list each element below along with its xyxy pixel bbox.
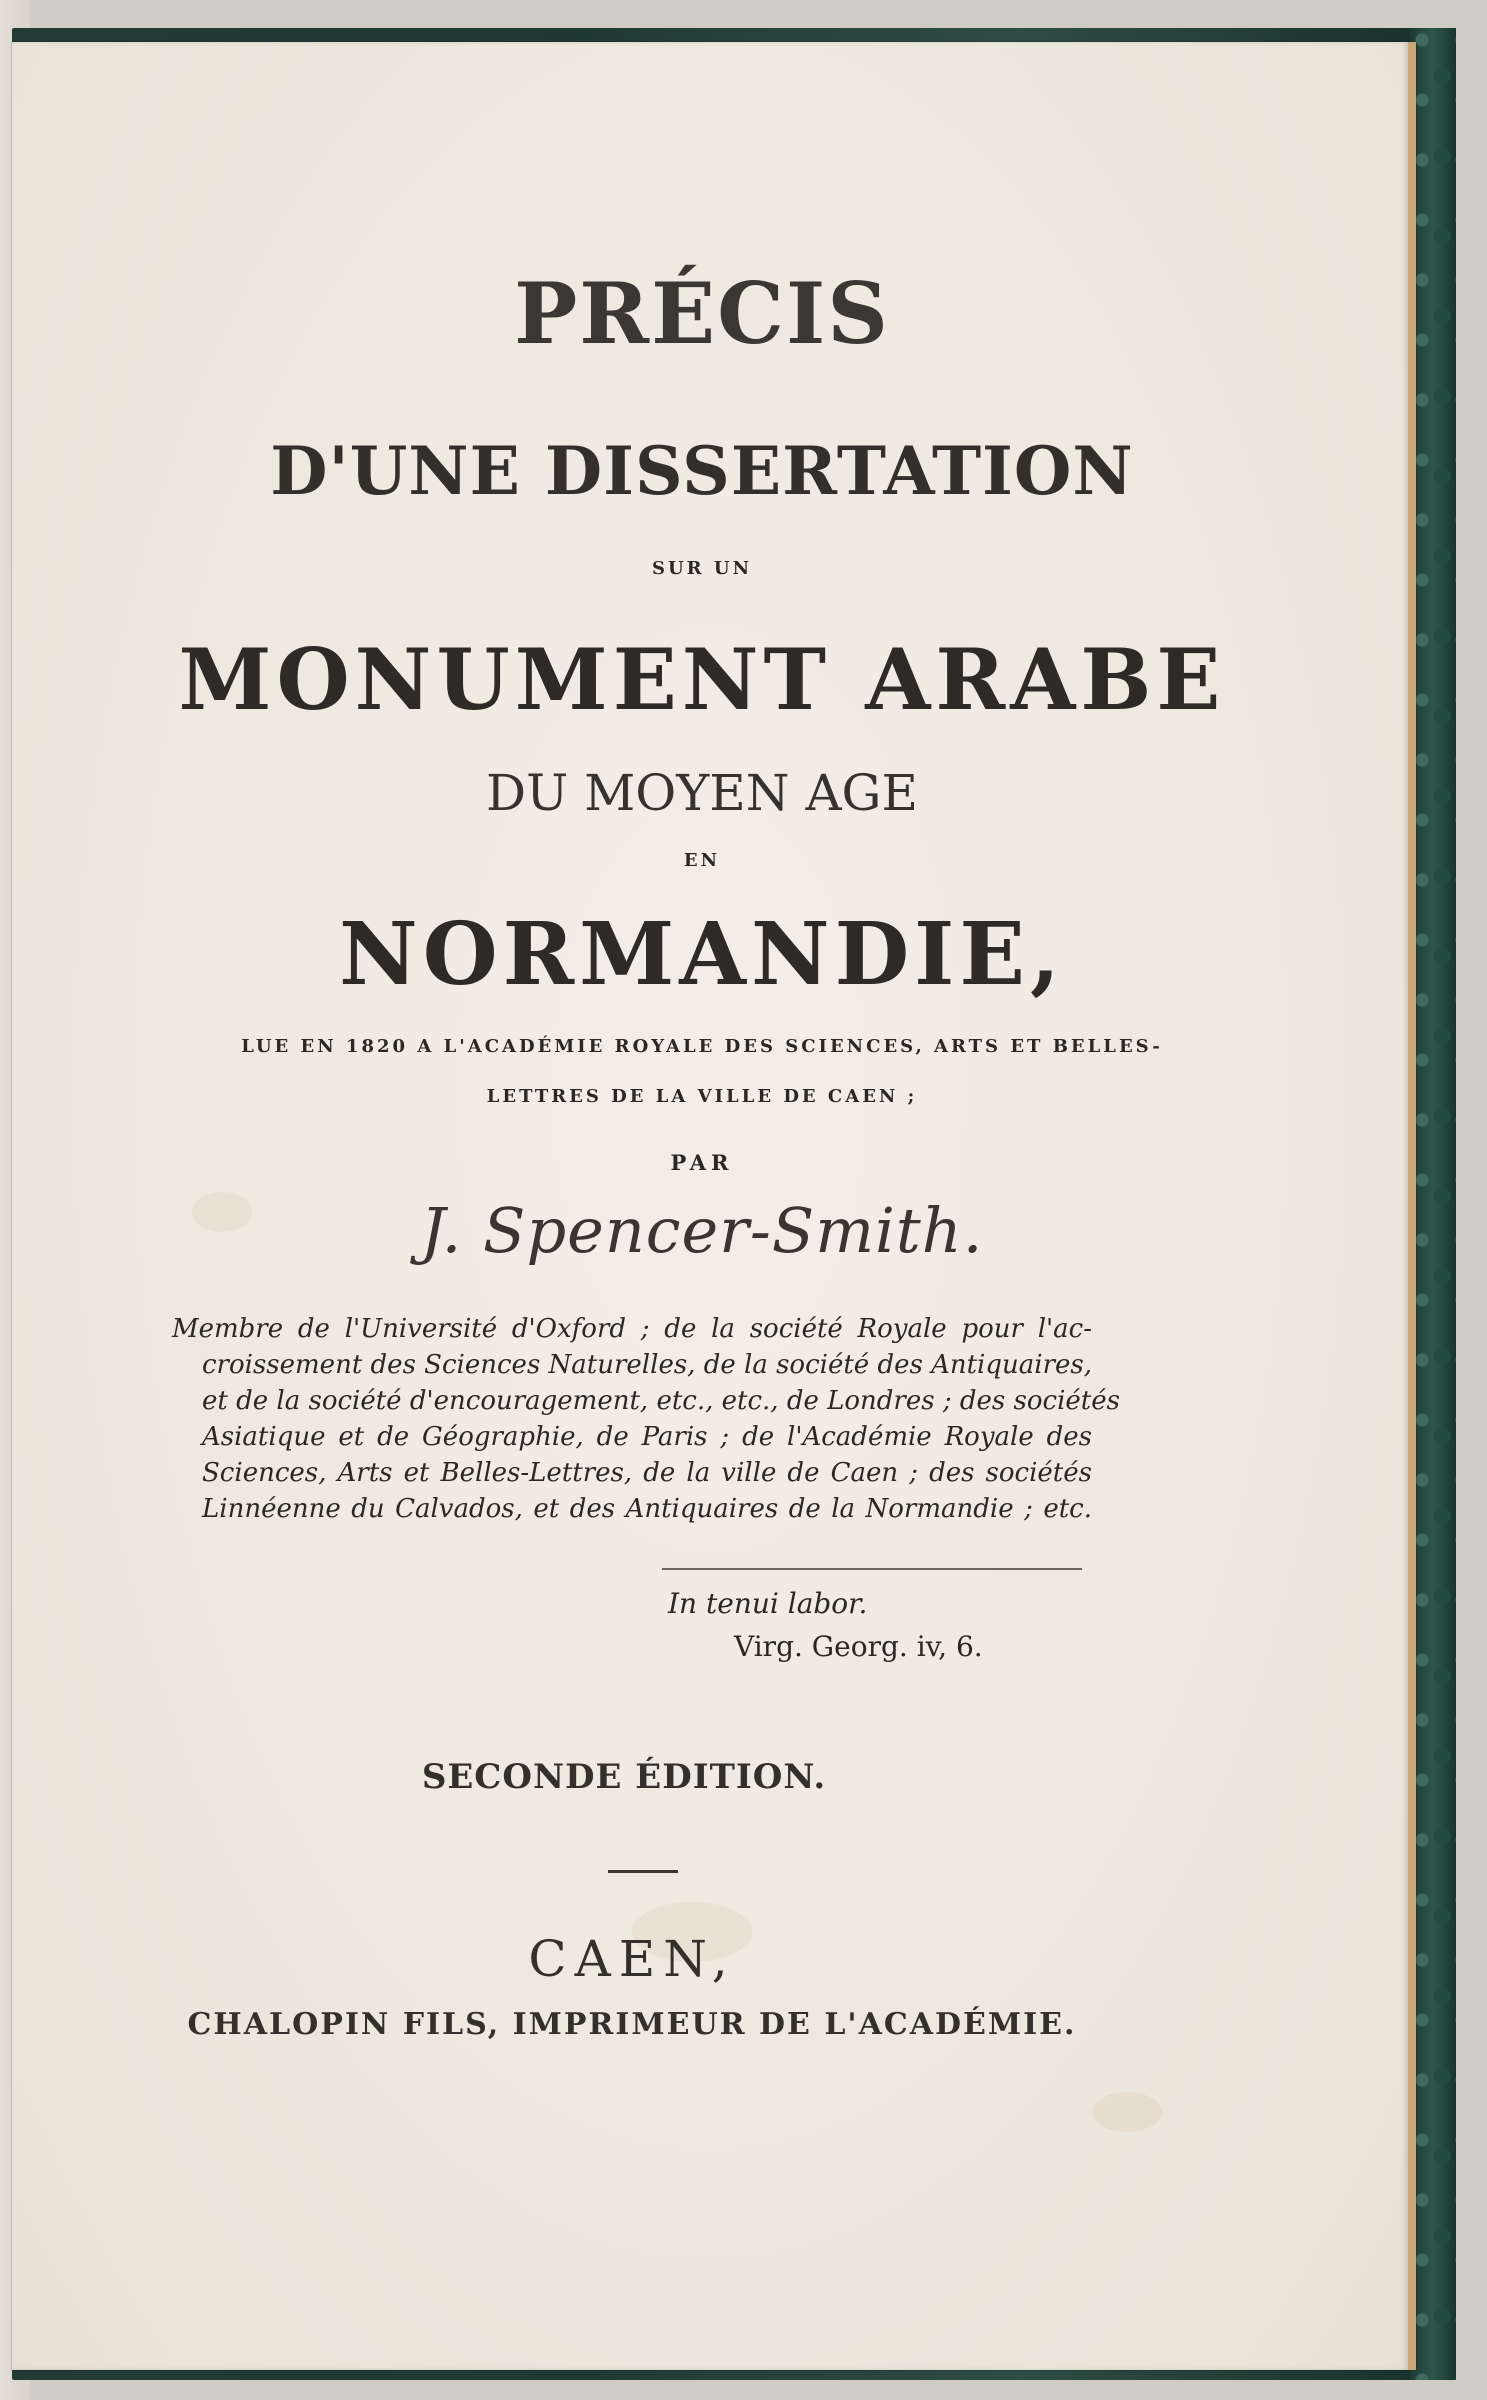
epigraph-source: Virg. Georg. iv, 6. <box>734 1630 983 1663</box>
connector-sur-un: SUR UN <box>651 558 753 579</box>
by-label: PAR <box>670 1150 734 1175</box>
paper-foxing <box>1092 2092 1162 2132</box>
title-line-moyen-age: DU MOYEN AGE <box>485 764 918 822</box>
reading-note-line-2: LETTRES DE LA VILLE DE CAEN ; <box>486 1086 918 1107</box>
connector-en: EN <box>683 850 721 871</box>
imprint-city: CAEN, <box>528 1930 736 1988</box>
membership-line: Membre de l'Université d'Oxford ; de la société Royale pour l'ac- <box>172 1314 1092 1344</box>
marbled-cover-edge <box>1410 28 1456 2380</box>
epigraph-rule <box>662 1568 1082 1570</box>
membership-line: Linnéenne du Calvados, et des Antiquaires de la Normandie ; etc. <box>202 1494 1092 1524</box>
epigraph-text: In tenui labor. <box>668 1587 868 1620</box>
title-page <box>12 42 1416 2370</box>
membership-line: croissement des Sciences Naturelles, de la société des Antiquaires, <box>202 1350 1092 1380</box>
imprint-printer: CHALOPIN FILS, IMPRIMEUR DE L'ACADÉMIE. <box>187 2007 1077 2042</box>
edition-label: SECONDE ÉDITION. <box>421 1757 827 1797</box>
membership-line: Sciences, Arts et Belles-Lettres, de la ville de Caen ; des sociétés <box>202 1458 1092 1488</box>
title-line-normandie: NORMANDIE, <box>339 904 1065 1005</box>
membership-line: et de la société d'encouragement, etc., etc., de Londres ; des sociétés <box>202 1386 1120 1416</box>
reading-note-line-1: LUE EN 1820 A L'ACADÉMIE ROYALE DES SCIENCES, ARTS ET BELLES- <box>241 1036 1163 1057</box>
title-line-monument-arabe: MONUMENT ARABE <box>178 630 1226 729</box>
title-line-precis: PRÉCIS <box>514 264 890 363</box>
title-line-dissertation: D'UNE DISSERTATION <box>270 432 1134 510</box>
author-name: J. Spencer-Smith. <box>420 1194 984 1267</box>
membership-line: Asiatique et de Géographie, de Paris ; de l'Académie Royale des <box>202 1422 1092 1452</box>
short-divider-rule <box>608 1870 678 1873</box>
